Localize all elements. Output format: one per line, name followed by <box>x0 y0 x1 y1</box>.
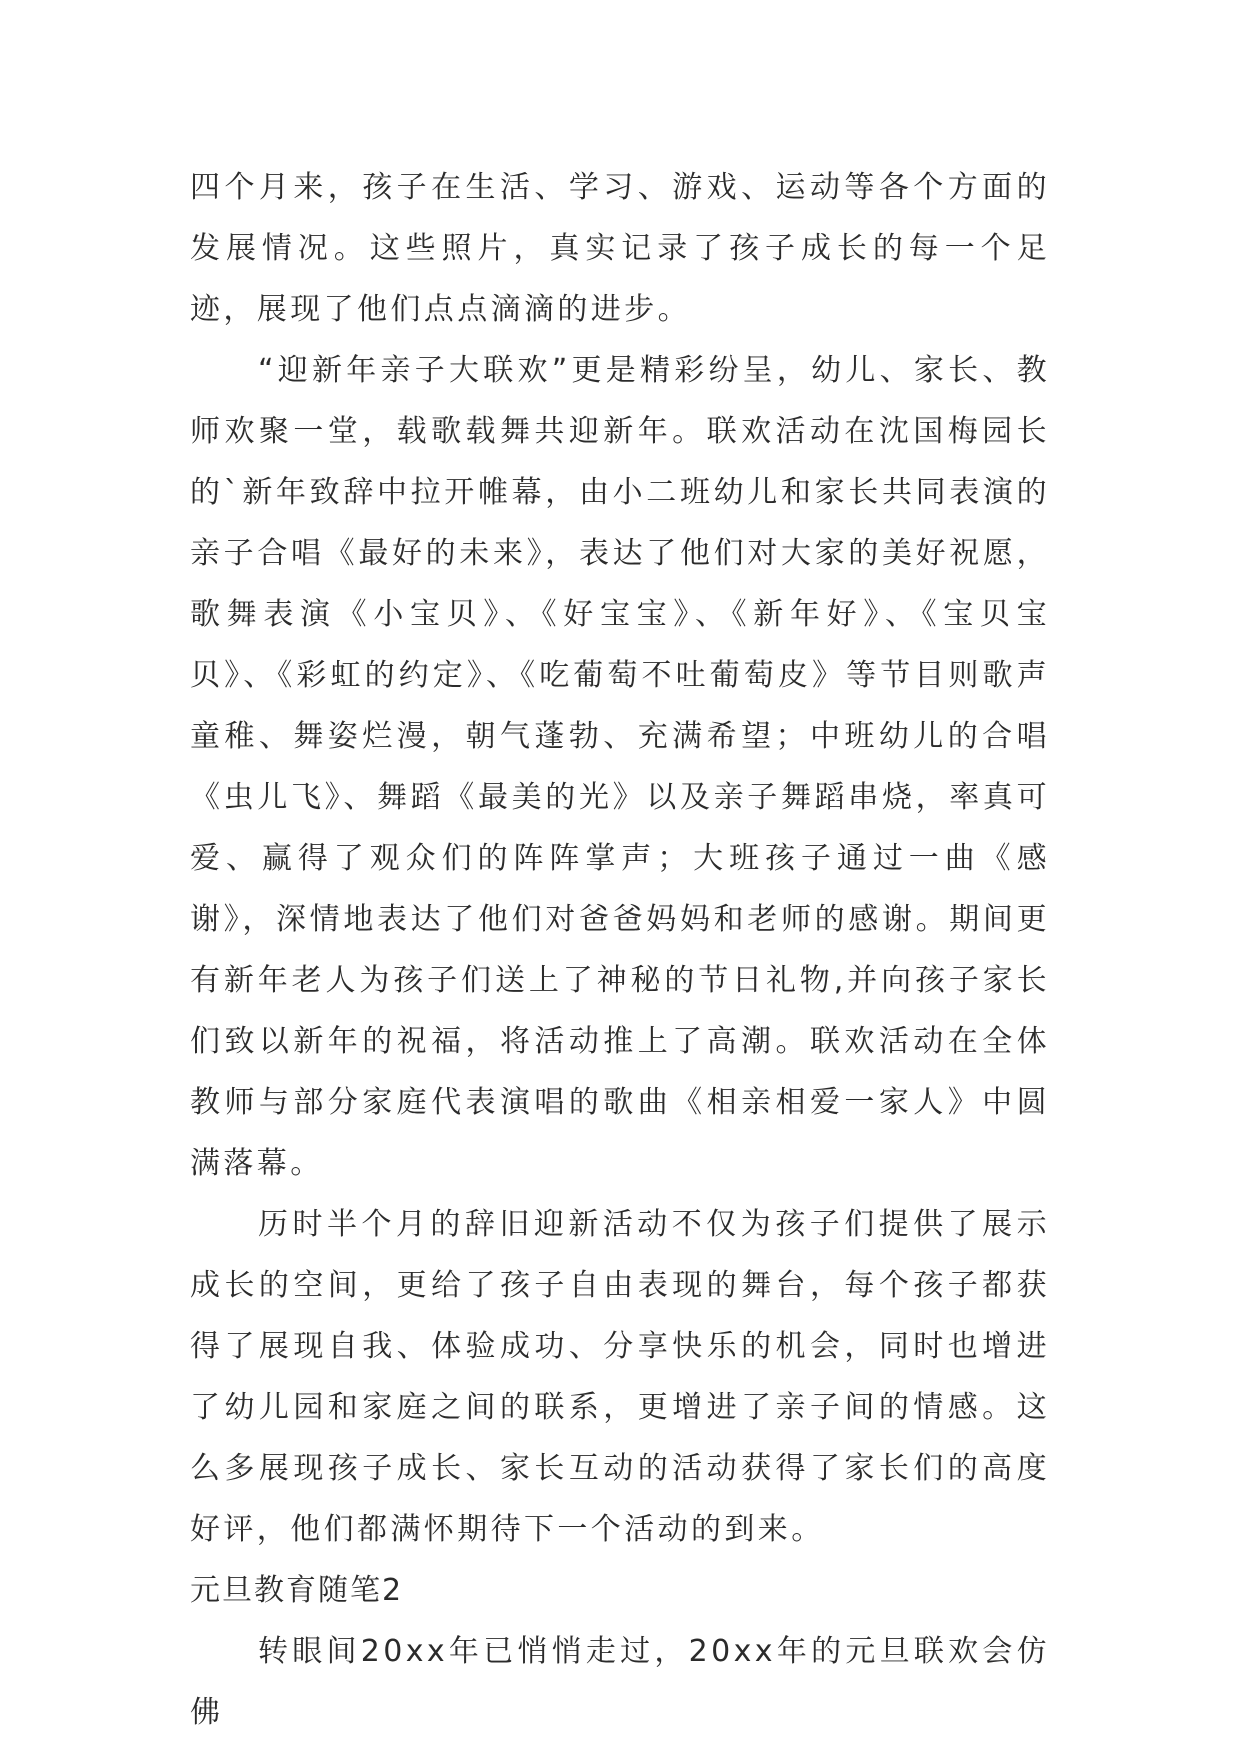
section-heading: 元旦教育随笔2 <box>190 1573 404 1608</box>
paragraph-2: “迎新年亲子大联欢”更是精彩纷呈，幼儿、家长、教师欢聚一堂，载歌载舞共迎新年。联欢活动在沈国梅园长的`新年致辞中拉开帷幕，由小二班幼儿和家长共同表演的亲子合唱《最好的未来》，表达了他们对大家的美好祝愿，歌舞表演《小宝贝》、《好宝宝》、《新年好》、《宝贝宝贝》、《彩虹的约定》、《吃葡萄不吐葡萄皮》等节目则歌声童稚、舞姿烂漫，朝气蓬勃、充满希望；中班幼儿的合唱《虫儿飞》、舞蹈《最美的光》以及亲子舞蹈串烧，率真可爱、赢得了观众们的阵阵掌声；大班孩子通过一曲《感谢》，深情地表达了他们对爸爸妈妈和老师的感谢。期间更有新年老人为孩子们送上了神秘的节日礼物,并向孩子家长们致以新年的祝福，将活动推上了高潮。联欢活动在全体教师与部分家庭代表演唱的歌曲《相亲相爱一家人》中圆满落幕。 <box>190 353 1050 1181</box>
paragraph-1: 四个月来，孩子在生活、学习、游戏、运动等各个方面的发展情况。这些照片，真实记录了孩子成长的每一个足迹，展现了他们点点滴滴的进步。 <box>190 170 1050 327</box>
paragraph-3: 历时半个月的辞旧迎新活动不仅为孩子们提供了展示成长的空间，更给了孩子自由表现的舞台，每个孩子都获得了展现自我、体验成功、分享快乐的机会，同时也增进了幼儿园和家庭之间的联系，更增进了亲子间的情感。这么多展现孩子成长、家长互动的活动获得了家长们的高度好评，他们都满怀期待下一个活动的到来。 <box>190 1207 1050 1547</box>
paragraph-4: 转眼间20xx年已悄悄走过，20xx年的元旦联欢会仿佛 <box>190 1634 1050 1730</box>
document-body <box>190 157 1050 1743</box>
